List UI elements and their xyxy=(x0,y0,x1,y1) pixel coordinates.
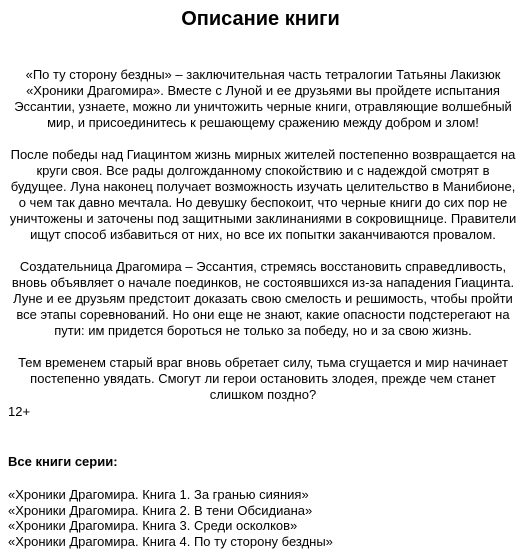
series-book-list xyxy=(8,487,333,549)
series-book-2: «Хроники Драгомира. Книга 2. В тени Обсидиана» xyxy=(8,502,313,518)
series-heading: Все книги серии: xyxy=(8,454,118,469)
series-book-3: «Хроники Драгомира. Книга 3. Среди осколков» xyxy=(8,518,298,533)
age-rating: 12+ xyxy=(8,404,31,419)
description-paragraph-2: После победы над Гиацинтом жизнь мирных жителей постепенно возвращается на круги своя. Все рады долгожданному спокойствию и с надеждой смотрят в будущее. Луна наконец получает возможность изучать целительство в Манибионе, о чем так давно мечтала. Но девушку беспокоит, что черные книги до сих пор не уничтожены и заточены под защитными заклинаниями в сокровищнице. Правители ищут способ избавиться от них, но все их попытки заканчиваются провалом. xyxy=(9,147,517,242)
page-title: Описание книги xyxy=(181,8,340,30)
series-book-4: «Хроники Драгомира. Книга 4. По ту сторону бездны» xyxy=(8,533,333,549)
series-book-1: «Хроники Драгомира. Книга 1. За гранью сияния» xyxy=(8,487,309,502)
description-paragraph-3: Создательница Драгомира – Эссантия, стремясь восстановить справедливость, вновь объявляет о начале поединков, не состоявшихся из-за нападения Гиацинта. Луне и ее друзьям предстоит доказать свою смелость и решимость, чтобы пройти все этапы соревнований. Но они еще не знают, какие опасности подстерегают на пути: им придется бороться не только за победу, но и за свою жизнь. xyxy=(11,259,515,338)
book-description xyxy=(8,67,518,419)
description-paragraph-4: Тем временем старый враг вновь обретает силу, тьма сгущается и мир начинает постепенно увядать. Смогут ли герои остановить злодея, прежде чем станет слишком поздно? xyxy=(18,355,508,402)
description-paragraph-1: «По ту сторону бездны» – заключительная часть тетралогии Татьяны Лакизюк «Хроники Драгомира». Вместе с Луной и ее друзьями вы пройдете испытания Эссантии, узнаете, можно ли уничтожить черные книги, отравляющие волшебный мир, и присоединитесь к решающему сражению между добром и злом! xyxy=(14,67,512,130)
